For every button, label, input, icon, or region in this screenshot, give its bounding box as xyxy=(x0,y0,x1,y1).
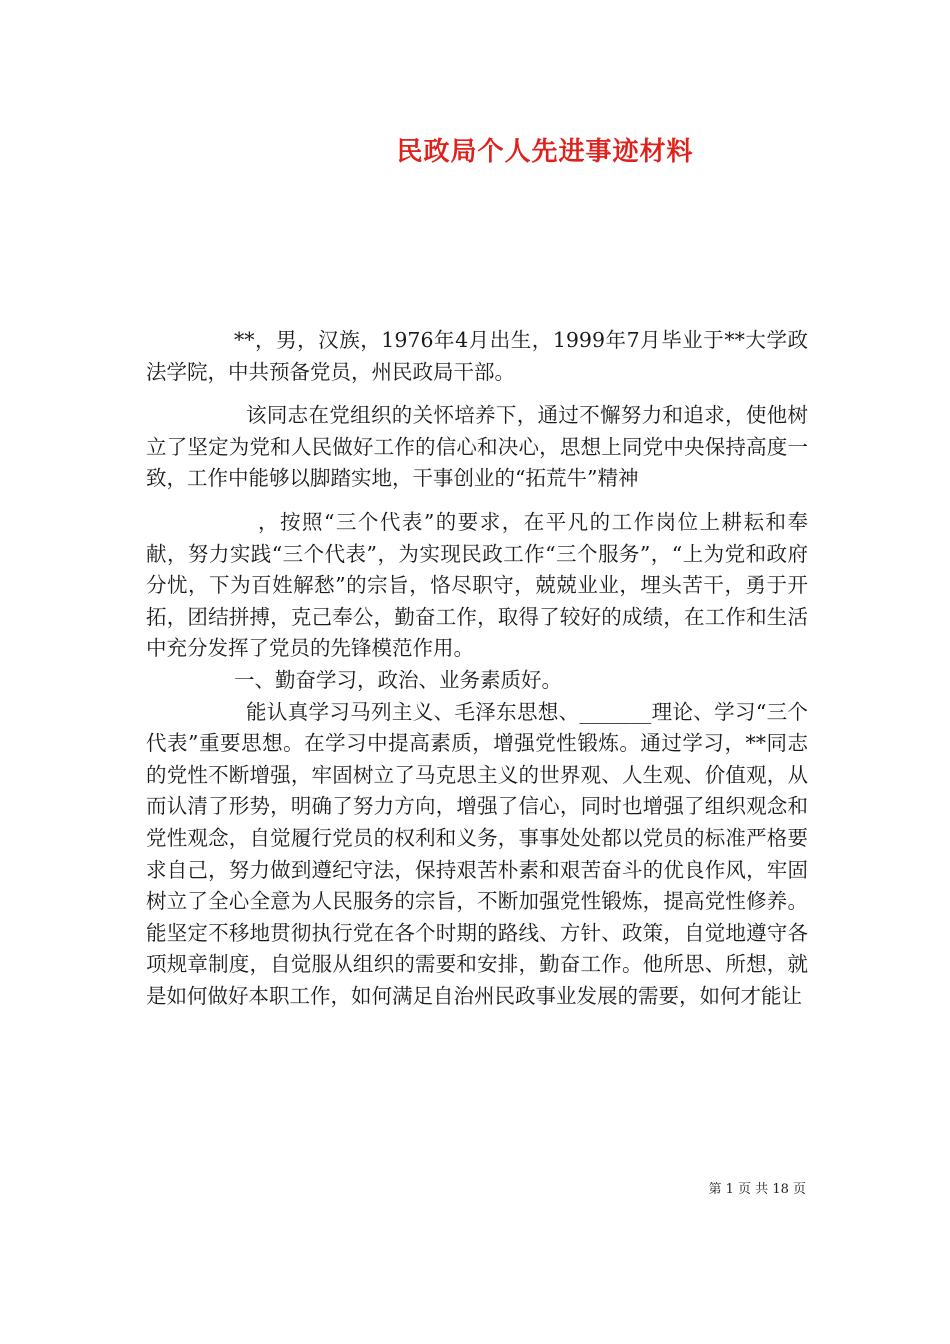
page-number-footer: 第 1 页 共 18 页 xyxy=(708,1182,806,1197)
document-title: 民政局个人先进事迹材料 xyxy=(396,137,694,167)
section-heading-study: 一、勤奋学习，政治、业务素质好。 xyxy=(234,667,562,692)
paragraph-intro: **，男，汉族，1976年4月出生，1999年7月毕业于**大学政法学院，中共预备党员，州民政局干部。 xyxy=(146,328,808,384)
paragraph-achievements: ，按照“三个代表”的要求，在平凡的工作岗位上耕耘和奉献，努力实践“三个代表”，为实现民政工作“三个服务”，“上为党和政府分忧，下为百姓解愁”的宗旨，恪尽职守，兢兢业业，埋头苦干，勇于开拓，团结拼搏，克己奉公，勤奋工作，取得了较好的成绩，在工作和生活中充分发挥了党员的先锋模范作用。 xyxy=(146,509,808,661)
document-body xyxy=(146,325,808,1012)
paragraph-overview: 该同志在党组织的关怀培养下，通过不懈努力和追求，使他树立了坚定为党和人民做好工作的信心和决心，思想上同党中央保持高度一致，工作中能够以脚踏实地，干事创业的“拓荒牛”精神 xyxy=(146,403,808,491)
paragraph-study: 能认真学习马列主义、毛泽东思想、_______理论、学习“三个代表”重要思想。在学习中提高素质，增强党性锻炼。通过学习，**同志的党性不断增强，牢固树立了马克思主义的世界观、人生观、价值观，从而认清了形势，明确了努力方向，增强了信心，同时也增强了组织观念和党性观念，自觉履行党员的权利和义务，事事处处都以党员的标准严格要求自己，努力做到遵纪守法，保持艰苦朴素和艰苦奋斗的优良作风，牢固树立了全心全意为人民服务的宗旨，不断加强党性锻炼，提高党性修养。能坚定不移地贯彻执行党在各个时期的路线、方针、政策，自觉地遵守各项规章制度，自觉服从组织的需要和安排，勤奋工作。他所思、所想，就是如何做好本职工作，如何满足自治州民政事业发展的需要，如何才能让 xyxy=(146,699,808,1008)
